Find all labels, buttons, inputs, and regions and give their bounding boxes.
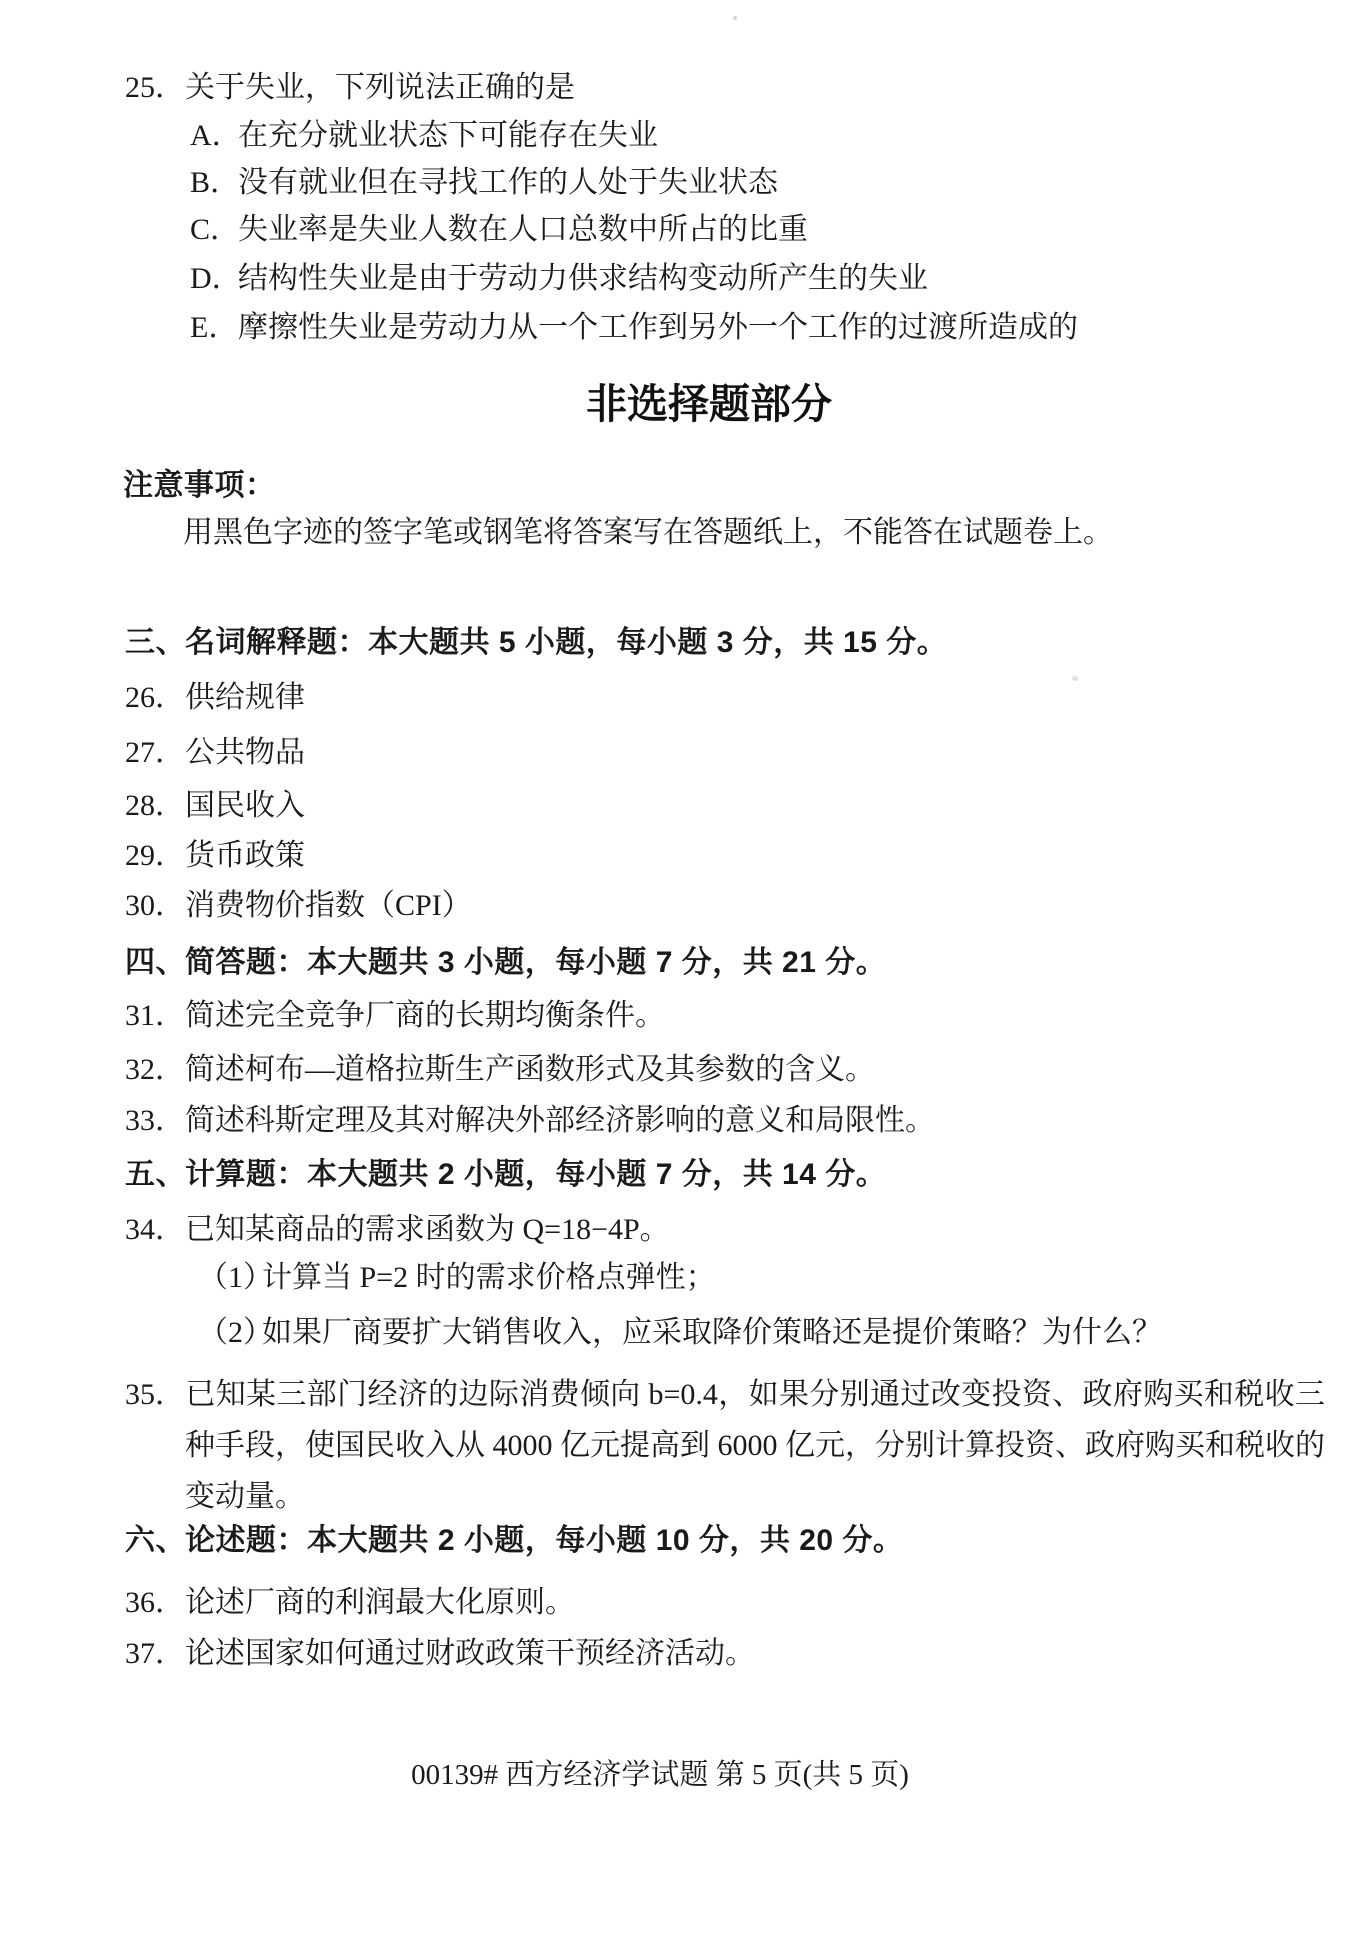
section-5-heading [125, 1156, 886, 1194]
section-5-label: 五、 [125, 1158, 186, 1191]
section-6-title: 论述题：本大题共 2 小题，每小题 10 分，共 20 分。 [185, 1524, 904, 1557]
question-25 [125, 69, 575, 107]
question-34-sub-1 [198, 1259, 716, 1297]
page-footer: 00139# 西方经济学试题 第 5 页(共 5 页) [411, 1759, 909, 1791]
question-36-number: 36． [125, 1586, 185, 1619]
option-a [190, 117, 658, 155]
section-4-label: 四、 [125, 946, 186, 979]
question-31-number: 31． [125, 999, 185, 1032]
option-e-label: E． [190, 311, 239, 344]
question-26-text: 供给规律 [185, 681, 305, 714]
option-b-label: B． [190, 166, 241, 199]
question-28-text: 国民收入 [185, 789, 305, 822]
question-34-sub-2-text: 如果厂商要扩大销售收入，应采取降价策略还是提价策略？为什么？ [262, 1316, 1162, 1349]
question-35-text: 已知某三部门经济的边际消费倾向 b=0.4，如果分别通过改变投资、政府购买和税收三种手段，使国民收入从 4000 亿元提高到 6000 亿元，分别计算投资、政府购买和税收的变动量。 [185, 1378, 1325, 1513]
question-34-sub-2 [198, 1314, 1162, 1352]
question-37-number: 37． [125, 1637, 185, 1670]
question-31 [125, 997, 665, 1035]
question-30 [125, 887, 472, 925]
question-37-text: 论述国家如何通过财政政策干预经济活动。 [185, 1637, 755, 1670]
section-3-heading [125, 624, 947, 662]
scan-speck [733, 16, 737, 20]
section-4-title: 简答题：本大题共 3 小题，每小题 7 分，共 21 分。 [185, 946, 887, 979]
question-34-sub-2-label: （2） [198, 1316, 273, 1349]
question-36 [125, 1584, 575, 1622]
question-26 [125, 679, 305, 717]
question-34-text: 已知某商品的需求函数为 Q=18−4P。 [185, 1213, 670, 1246]
question-35-number: 35． [125, 1378, 185, 1411]
question-27-number: 27． [125, 736, 185, 769]
question-33-number: 33． [125, 1104, 185, 1137]
question-34 [125, 1211, 670, 1249]
scan-speck [1072, 676, 1078, 681]
option-b [190, 164, 778, 202]
option-b-text: 没有就业但在寻找工作的人处于失业状态 [238, 166, 778, 199]
part-heading: 非选择题部分 [586, 381, 832, 427]
question-34-number: 34． [125, 1213, 185, 1246]
option-e [190, 309, 1078, 347]
section-5-title: 计算题：本大题共 2 小题，每小题 7 分，共 14 分。 [185, 1158, 887, 1191]
question-30-number: 30． [125, 889, 185, 922]
notice-body: 用黑色字迹的签字笔或钢笔将答案写在答题纸上，不能答在试题卷上。 [183, 516, 1113, 549]
question-33-text: 简述科斯定理及其对解决外部经济影响的意义和局限性。 [185, 1104, 935, 1137]
question-25-stem: 关于失业，下列说法正确的是 [185, 71, 575, 104]
question-29 [125, 837, 305, 875]
question-35 [125, 1369, 1325, 1522]
option-c-label: C． [190, 213, 241, 246]
question-36-text: 论述厂商的利润最大化原则。 [185, 1586, 575, 1619]
option-d [190, 260, 928, 298]
question-31-text: 简述完全竞争厂商的长期均衡条件。 [185, 999, 665, 1032]
question-37 [125, 1635, 755, 1673]
option-d-text: 结构性失业是由于劳动力供求结构变动所产生的失业 [238, 262, 928, 295]
question-33 [125, 1102, 935, 1140]
question-32-text: 简述柯布—道格拉斯生产函数形式及其参数的含义。 [185, 1053, 875, 1086]
section-4-heading [125, 944, 886, 982]
section-6-heading [125, 1522, 903, 1560]
question-25-number: 25． [125, 71, 185, 104]
option-e-text: 摩擦性失业是劳动力从一个工作到另外一个工作的过渡所造成的 [238, 311, 1078, 344]
question-29-text: 货币政策 [185, 839, 305, 872]
question-34-sub-1-label: （1） [198, 1261, 273, 1294]
question-27 [125, 734, 305, 772]
question-29-number: 29． [125, 839, 185, 872]
question-34-sub-1-text: 计算当 P=2 时的需求价格点弹性； [262, 1261, 716, 1294]
option-a-text: 在充分就业状态下可能存在失业 [238, 119, 658, 152]
option-c [190, 211, 808, 249]
section-3-title: 名词解释题：本大题共 5 小题，每小题 3 分，共 15 分。 [185, 626, 948, 659]
section-3-label: 三、 [125, 626, 186, 659]
option-d-label: D． [190, 262, 242, 295]
question-26-number: 26． [125, 681, 185, 714]
notice-title: 注意事项： [123, 469, 276, 502]
question-32 [125, 1051, 875, 1089]
question-28 [125, 787, 305, 825]
section-6-label: 六、 [125, 1524, 186, 1557]
question-27-text: 公共物品 [185, 736, 305, 769]
question-32-number: 32． [125, 1053, 185, 1086]
option-a-label: A． [190, 119, 242, 152]
question-28-number: 28． [125, 789, 185, 822]
option-c-text: 失业率是失业人数在人口总数中所占的比重 [238, 213, 808, 246]
question-30-text: 消费物价指数（CPI） [185, 889, 472, 922]
